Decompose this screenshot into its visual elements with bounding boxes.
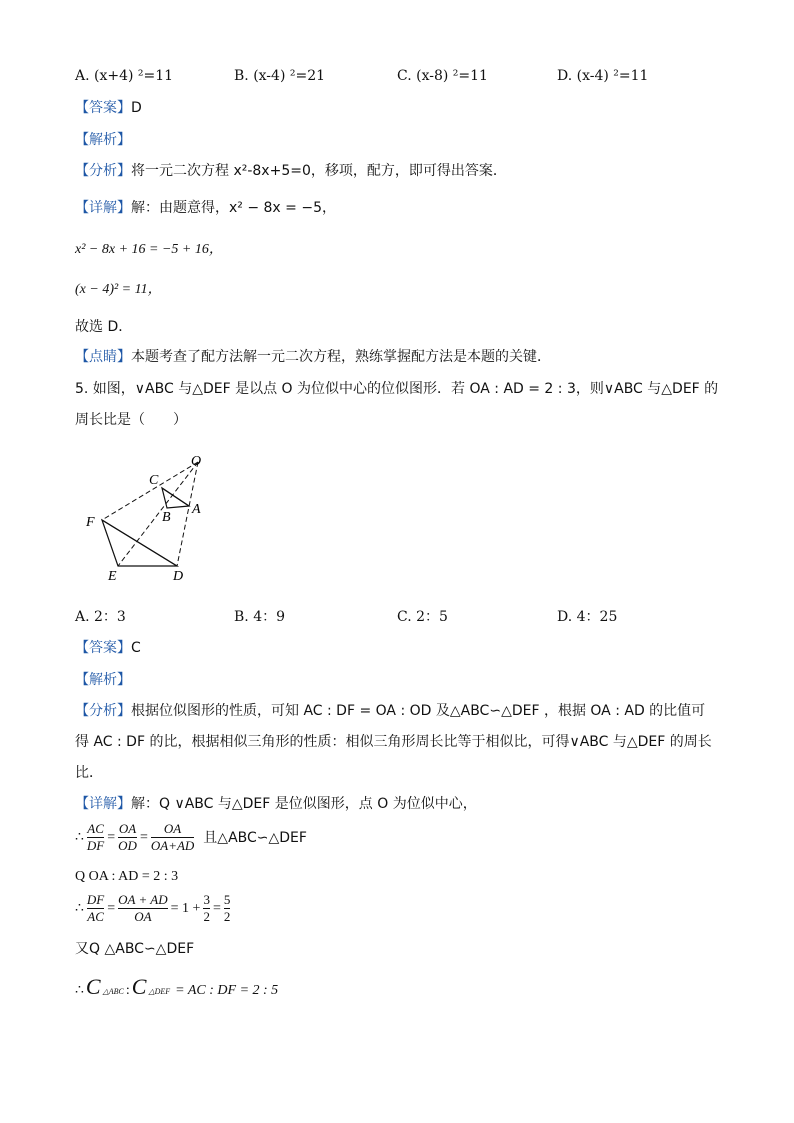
therefore-symbol: ∴ bbox=[75, 829, 84, 845]
q4-dianjing bbox=[75, 350, 551, 364]
numerator: DF bbox=[86, 892, 105, 907]
therefore-symbol: ∴ bbox=[75, 900, 84, 916]
q5-eq1: ∴ $\frac{AC}{DF}$ = $\frac{OA}{OD}$ = $\frac{OA}{OA+AD}$ 且△ABC∽△DEF bbox=[75, 821, 307, 854]
fenxi-text: 将一元二次方程 x²-8x+5=0，移项，配方，即可得出答案． bbox=[131, 163, 507, 179]
ray-o-f bbox=[102, 462, 198, 520]
q4-fenxi bbox=[75, 164, 507, 178]
denominator: 2 bbox=[203, 909, 210, 925]
denominator: OD bbox=[118, 838, 137, 854]
q5-stem-line2: 周长比是（ ） bbox=[75, 412, 187, 428]
fenxi-tag: 【分析】 bbox=[75, 163, 131, 179]
answer-value: C bbox=[131, 640, 141, 656]
label-f: F bbox=[86, 515, 95, 530]
label-a: A bbox=[192, 502, 201, 517]
xiangjie-text: 解：Q ∨ABC 与△DEF 是位似图形，点 O 为位似中心， bbox=[131, 796, 477, 812]
q5-option-c: C. 2：5 bbox=[397, 609, 448, 625]
fraction bbox=[118, 893, 167, 925]
fenxi-text: 根据位似图形的性质，可知 AC : DF = OA : OD 及△ABC∽△DEF ，根据 OA : AD 的比值可 bbox=[131, 703, 706, 719]
therefore-symbol: ∴ bbox=[75, 983, 84, 998]
q5-fenxi-line1 bbox=[75, 704, 705, 718]
perimeter-c-def: C bbox=[131, 974, 147, 999]
numerator: 5 bbox=[223, 892, 231, 907]
q5-answer bbox=[75, 641, 141, 655]
fraction bbox=[118, 822, 137, 854]
label-d: D bbox=[173, 569, 184, 584]
fraction bbox=[87, 822, 104, 854]
numerator: OA + AD bbox=[118, 892, 168, 907]
numerator: OA bbox=[118, 821, 137, 836]
denominator: OA bbox=[134, 909, 152, 925]
q4-option-c: C. (x-8) ²=11 bbox=[397, 68, 488, 84]
xiangjie-tag: 【详解】 bbox=[75, 200, 131, 216]
q5-xiangjie bbox=[75, 797, 477, 811]
eq1-suffix: 且△ABC∽△DEF bbox=[203, 829, 307, 846]
fraction bbox=[151, 822, 194, 854]
q4-option-d: D. (x-4) ²=11 bbox=[557, 68, 649, 84]
q5-option-d: D. 4：25 bbox=[557, 609, 618, 625]
q5-eq5: ∴ C △ABC : C △DEF = AC : DF = 2 : 5 bbox=[75, 974, 279, 999]
q5-eq2: Q OA : AD = 2 : 3 bbox=[75, 869, 179, 884]
denominator: AC bbox=[87, 909, 104, 925]
q4-conclusion: 故选 D． bbox=[75, 319, 133, 335]
label-c: C bbox=[149, 473, 159, 488]
xiangjie-tag: 【详解】 bbox=[75, 796, 131, 812]
answer-tag: 【答案】 bbox=[75, 100, 131, 116]
answer-value: D bbox=[131, 100, 142, 116]
fraction bbox=[224, 893, 231, 925]
q5-fenxi-line3: 比． bbox=[75, 765, 103, 781]
label-o: O bbox=[191, 454, 202, 469]
dianjing-tag: 【点睛】 bbox=[75, 349, 131, 365]
q5-stem-line1: 5. 如图，∨ABC 与△DEF 是以点 O 为位似中心的位似图形．若 OA : AD = 2 : 3，则∨ABC 与△DEF 的 bbox=[75, 381, 719, 397]
subscript-abc: △ABC bbox=[102, 987, 124, 996]
segment-f-d bbox=[102, 520, 177, 566]
dianjing-text: 本题考查了配方法解一元二次方程，熟练掌握配方法是本题的关键． bbox=[131, 349, 551, 365]
q4-option-b: B. (x-4) ²=21 bbox=[234, 68, 326, 84]
numerator: AC bbox=[87, 821, 104, 836]
q5-eq4: 又Q △ABC∽△DEF bbox=[75, 941, 195, 957]
q4-step1: x² − 8x + 16 = −5 + 16， bbox=[75, 242, 223, 257]
label-b: B bbox=[162, 510, 171, 525]
q5-fenxi-line2: 得 AC : DF 的比，根据相似三角形的性质：相似三角形周长比等于相似比，可得∨ABC 与△DEF 的周长 bbox=[75, 734, 712, 750]
q4-analysis-heading: 【解析】 bbox=[75, 132, 131, 148]
q4-answer bbox=[75, 101, 142, 115]
q5-option-b: B. 4：9 bbox=[234, 609, 286, 625]
q4-step2: (x − 4)² = 11， bbox=[75, 282, 162, 297]
q5-analysis-heading: 【解析】 bbox=[75, 672, 131, 688]
q4-xiangjie bbox=[75, 201, 336, 215]
answer-tag: 【答案】 bbox=[75, 640, 131, 656]
q5-option-a: A. 2：3 bbox=[75, 609, 126, 625]
subscript-def: △DEF bbox=[148, 987, 171, 996]
fraction bbox=[87, 893, 104, 925]
denominator: 2 bbox=[223, 909, 231, 925]
q5-eq3: ∴ $\frac{DF}{AC}$ = $\frac{OA + AD}{OA}$ = 1 + $\frac{3}{2}$ = $\frac{5}{2}$ bbox=[75, 892, 231, 925]
numerator: 3 bbox=[203, 892, 210, 907]
label-e: E bbox=[108, 569, 117, 584]
q4-option-a: A. (x+4) ²=11 bbox=[75, 68, 174, 84]
denominator: OA+AD bbox=[150, 838, 195, 854]
numerator: OA bbox=[163, 821, 182, 836]
eq5-rest: = AC : DF = 2 : 5 bbox=[175, 983, 279, 998]
xiangjie-text: 解：由题意得，x² − 8x = −5， bbox=[131, 200, 336, 216]
perimeter-c-abc: C bbox=[85, 974, 101, 999]
denominator: DF bbox=[86, 838, 105, 854]
fraction bbox=[203, 893, 210, 925]
fenxi-tag: 【分析】 bbox=[75, 703, 131, 719]
eq3-mid: = 1 + bbox=[170, 900, 201, 916]
homothety-figure bbox=[70, 445, 270, 595]
